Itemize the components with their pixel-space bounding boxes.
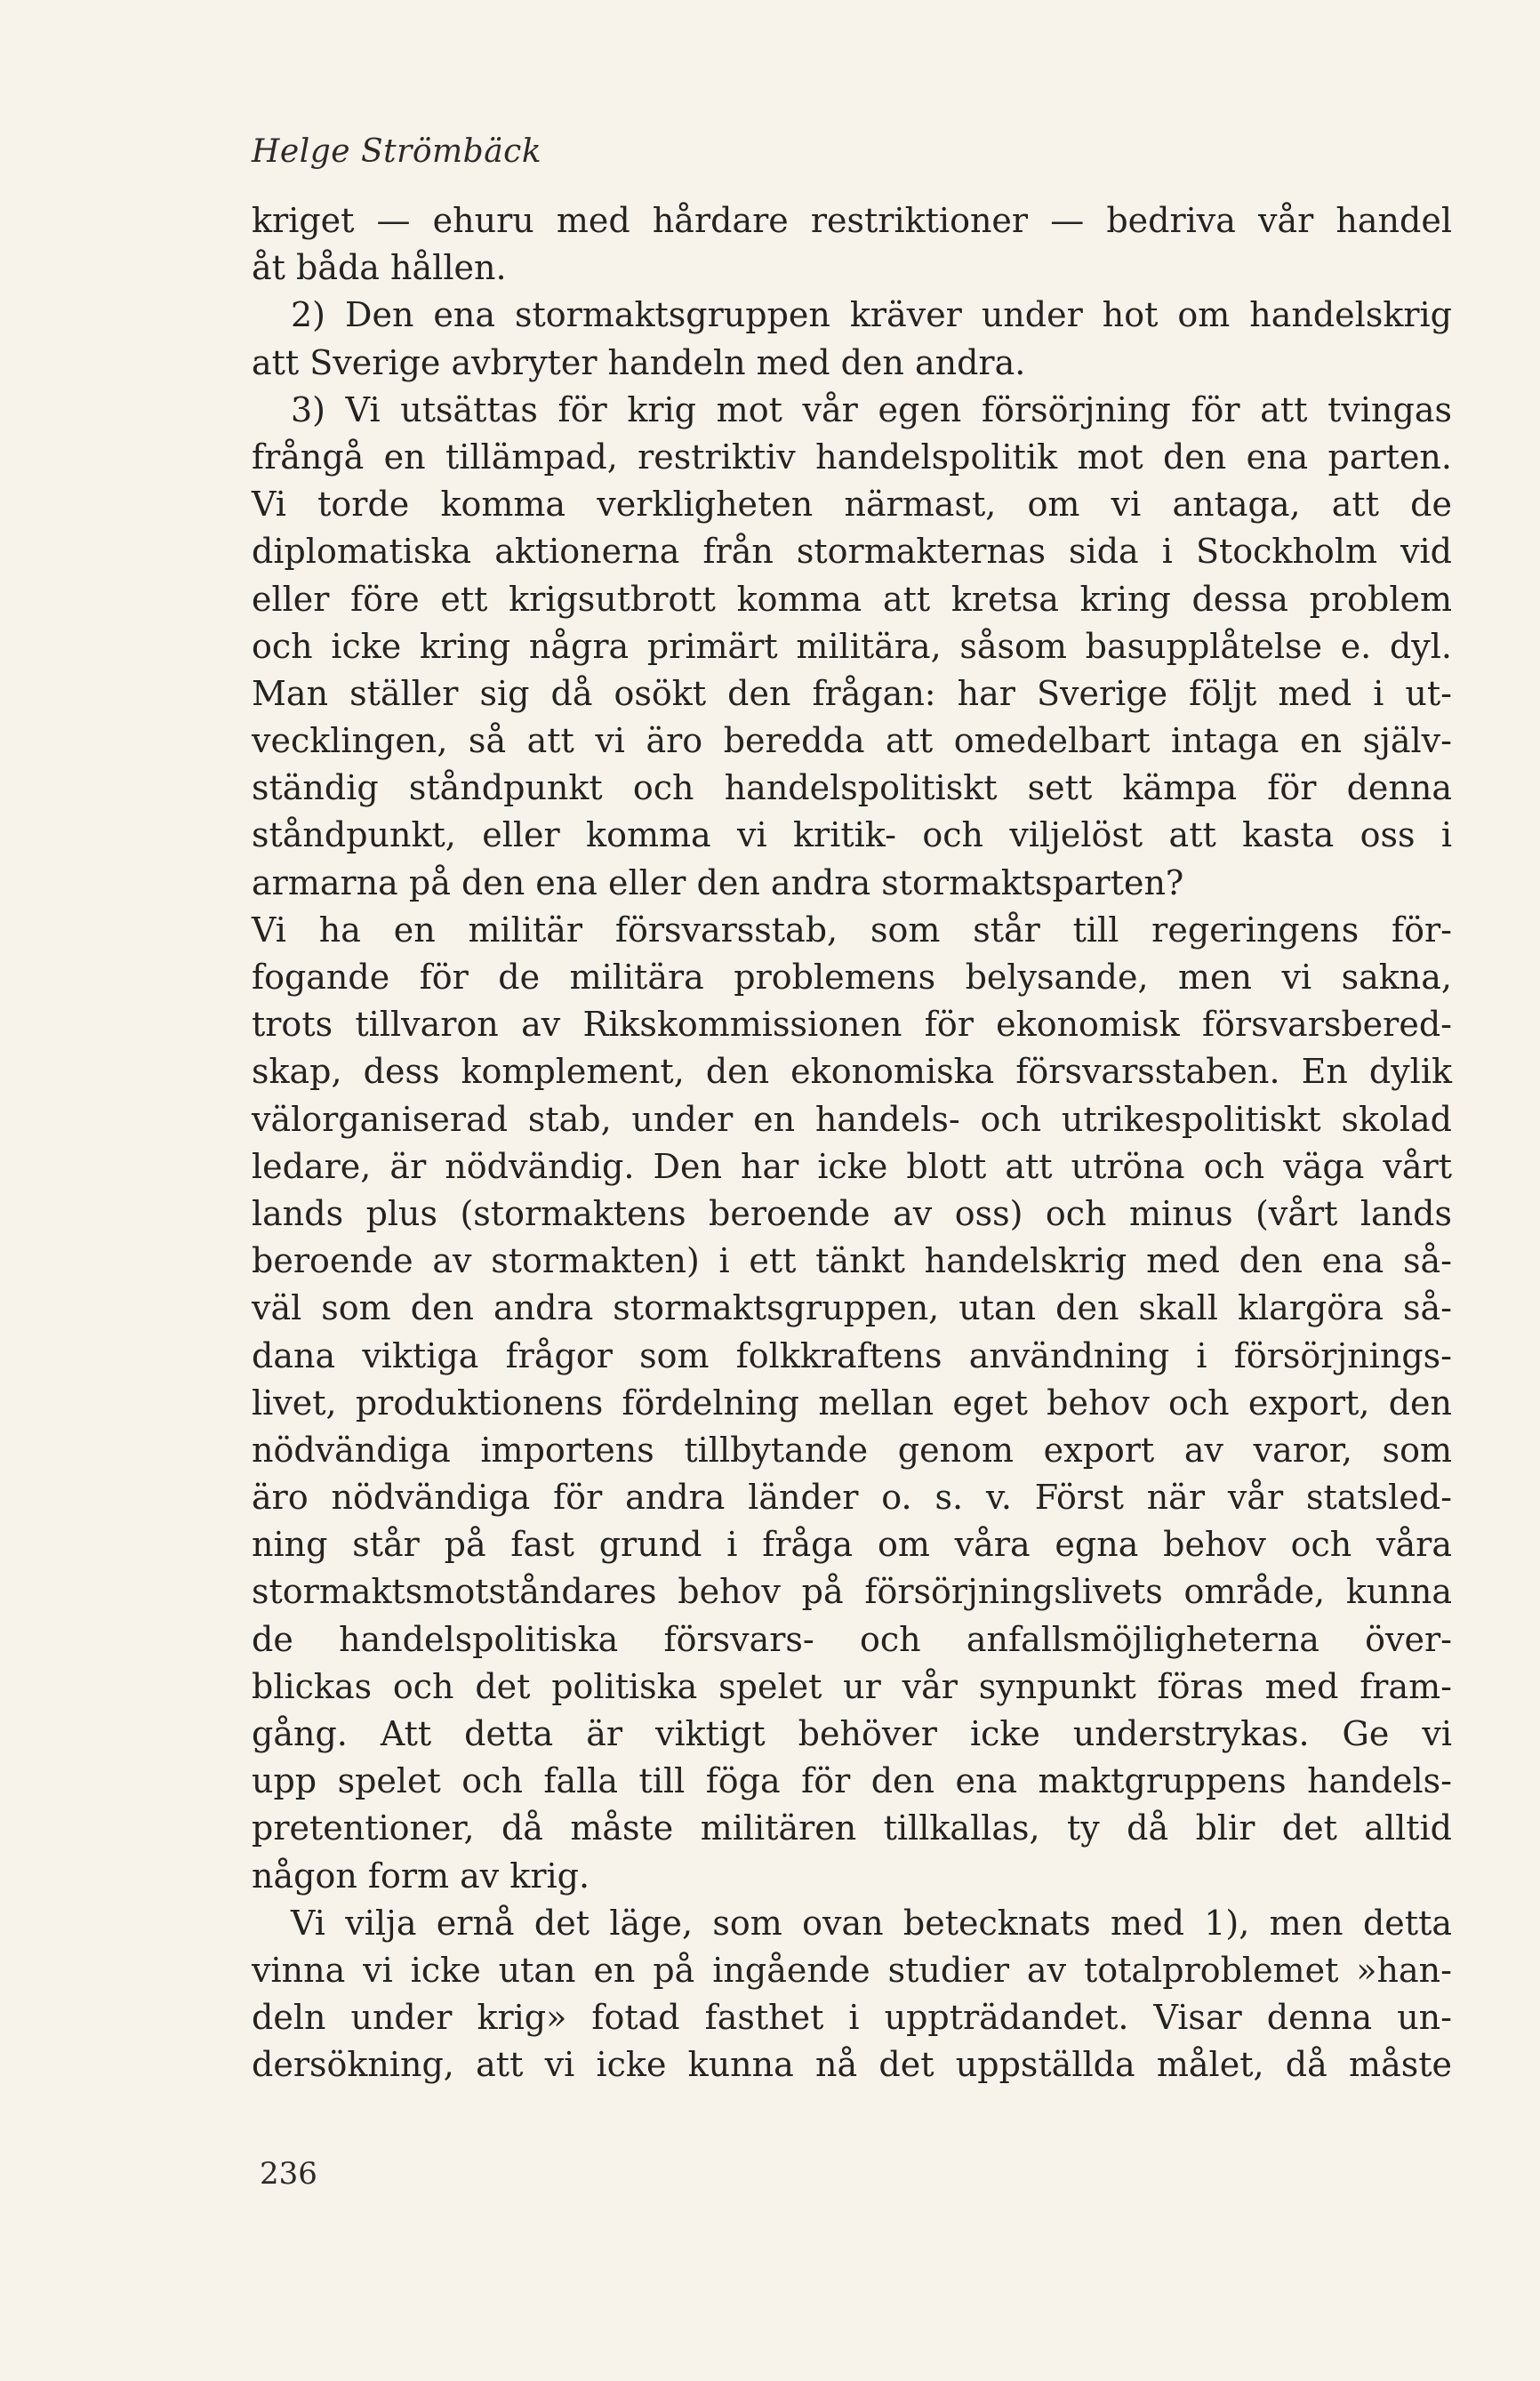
text-line: gång. Att detta är viktigt behöver icke understrykas. Ge vi — [252, 1714, 1452, 1753]
text-line: blickas och det politiska spelet ur vår synpunkt föras med fram- — [252, 1666, 1452, 1706]
text-line: lands plus (stormaktens beroende av oss) och minus (vårt lands — [252, 1193, 1452, 1233]
running-head: Helge Strömbäck — [252, 133, 542, 170]
text-line: vinna vi icke utan en på ingående studier av totalproblemet »han- — [252, 1950, 1452, 1990]
text-line: eller före ett krigsutbrott komma att kretsa kring dessa problem — [252, 579, 1452, 619]
text-line: frångå en tillämpad, restriktiv handelspolitik mot den ena parten. — [252, 437, 1452, 477]
text-line: Vi vilja ernå det läge, som ovan betecknats med 1), men detta — [291, 1903, 1452, 1943]
text-line: stormaktsmotståndares behov på försörjningslivets område, kunna — [252, 1572, 1452, 1612]
text-line: livet, produktionens fördelning mellan eget behov och export, den — [252, 1383, 1452, 1423]
text-line: de handelspolitiska försvars- och anfallsmöjligheterna över- — [252, 1619, 1452, 1659]
page-number: 236 — [260, 2156, 317, 2192]
text-line: pretentioner, då måste militären tillkallas, ty då blir det alltid — [252, 1808, 1452, 1848]
text-line: trots tillvaron av Rikskommissionen för ekonomisk försvarsbered- — [252, 1005, 1452, 1045]
text-line: nödvändiga importens tillbytande genom export av varor, som — [252, 1430, 1452, 1470]
text-line: någon form av krig. — [252, 1856, 590, 1896]
text-line: fogande för de militära problemens belysande, men vi sakna, — [252, 958, 1452, 997]
text-line: välorganiserad stab, under en handels- och utrikespolitiskt skolad — [252, 1099, 1452, 1139]
text-line: Vi torde komma verkligheten närmast, om vi antaga, att de — [252, 485, 1452, 525]
text-line: ledare, är nödvändig. Den har icke blott att utröna och väga vårt — [252, 1146, 1452, 1186]
text-line: åt båda hållen. — [252, 248, 507, 288]
text-line: ståndpunkt, eller komma vi kritik- och viljelöst att kasta oss i — [252, 815, 1452, 855]
text-line: 2) Den ena stormaktsgruppen kräver under hot om handelskrig — [291, 295, 1452, 335]
text-line: vecklingen, så att vi äro beredda att omedelbart intaga en själv- — [252, 721, 1452, 761]
body-text — [252, 197, 1452, 2089]
text-line: dersökning, att vi icke kunna nå det uppställda målet, då måste — [252, 2045, 1452, 2085]
text-line: väl som den andra stormaktsgruppen, utan den skall klargöra så- — [252, 1288, 1452, 1328]
text-line: diplomatiska aktionerna från stormakternas sida i Stockholm vid — [252, 532, 1452, 572]
text-line: skap, dess komplement, den ekonomiska försvarsstaben. En dylik — [252, 1052, 1452, 1092]
text-line: och icke kring några primärt militära, såsom basupplåtelse e. dyl. — [252, 626, 1452, 666]
text-line: äro nödvändiga för andra länder o. s. v. Först när vår statsled- — [252, 1478, 1452, 1518]
text-line: deln under krig» fotad fasthet i uppträdandet. Visar denna un- — [252, 1998, 1452, 2038]
text-line: armarna på den ena eller den andra stormaktsparten? — [252, 862, 1184, 902]
text-line: ständig ståndpunkt och handelspolitiskt sett kämpa för denna — [252, 768, 1452, 808]
text-line: dana viktiga frågor som folkkraftens användning i försörjnings- — [252, 1335, 1452, 1375]
text-line: upp spelet och falla till föga för den ena maktgruppens handels- — [252, 1761, 1452, 1801]
text-line: att Sverige avbryter handeln med den andra. — [252, 342, 1026, 382]
text-line: kriget — ehuru med hårdare restriktioner — bedriva vår handel — [252, 201, 1452, 240]
text-line: 3) Vi utsättas för krig mot vår egen försörjning för att tvingas — [291, 389, 1452, 429]
text-line: Vi ha en militär försvarsstab, som står till regeringens för- — [252, 910, 1452, 950]
text-line: ning står på fast grund i fråga om våra egna behov och våra — [252, 1525, 1452, 1565]
text-line: beroende av stormakten) i ett tänkt handelskrig med den ena så- — [252, 1241, 1452, 1281]
text-line: Man ställer sig då osökt den frågan: har Sverige följt med i ut- — [252, 673, 1452, 713]
